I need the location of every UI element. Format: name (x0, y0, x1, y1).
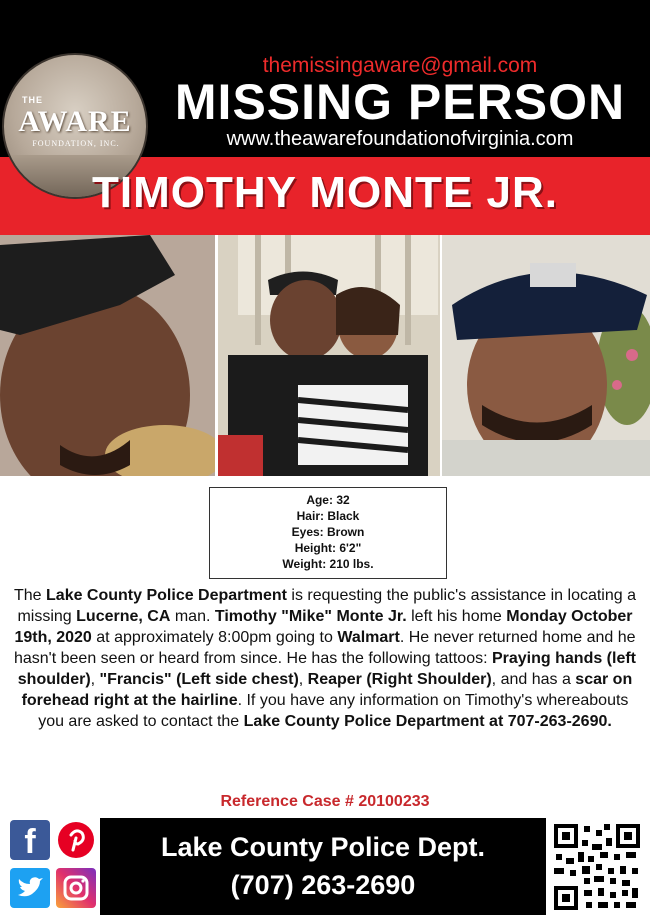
desc-bold: Monday October 19th, 2020 (14, 608, 633, 646)
page-title: MISSING PERSON (174, 74, 626, 130)
desc-bold: "Francis" (Left side chest) (99, 671, 299, 688)
desc-bold: Timothy "Mike" Monte Jr. (214, 608, 407, 625)
desc-text: left his home (406, 608, 507, 625)
desc-text: . If you have any information on Timothy's whereabouts you are asked to contact the (38, 692, 629, 730)
desc-text: . He never returned home and he hasn't been seen or heard from since. He has the following tattoos: (13, 629, 636, 667)
instagram-icon[interactable] (56, 868, 96, 908)
photo-portrait-left (0, 235, 215, 476)
stat-age: Age: 32 (306, 493, 350, 507)
physical-description-box (209, 487, 447, 579)
desc-bold: Lake County Police Department (46, 587, 287, 604)
social-links (10, 818, 98, 910)
facebook-icon[interactable] (10, 820, 50, 860)
website-url: www.theawarefoundationofvirginia.com (226, 128, 574, 150)
desc-text: , (298, 671, 308, 688)
desc-bold: Lake County Police Department at 707-263-2690. (243, 713, 612, 730)
desc-text: at approximately 8:00pm going to (91, 629, 338, 646)
photo-portrait-right (442, 235, 650, 476)
stat-weight: Weight: 210 lbs. (282, 557, 374, 571)
case-description (12, 585, 638, 732)
twitter-icon[interactable] (10, 868, 50, 908)
qr-code[interactable] (552, 822, 642, 912)
contact-box (100, 818, 546, 915)
desc-bold: scar on forehead right at the hairline (21, 671, 633, 709)
pinterest-icon[interactable] (56, 820, 96, 860)
desc-bold: Praying hands (left shoulder) (17, 650, 637, 688)
desc-bold: Walmart (337, 629, 400, 646)
desc-text: is requesting the public's assistance in locating a missing (17, 587, 636, 625)
desc-text: man. (170, 608, 215, 625)
desc-text: , (90, 671, 100, 688)
photo-strip (0, 235, 650, 476)
logo-foundation-text: FOUNDATION, INC. (32, 139, 120, 148)
desc-bold: Reaper (Right Shoulder) (307, 671, 492, 688)
department-phone[interactable]: (707) 263-2690 (230, 870, 416, 900)
desc-text: , and has a (491, 671, 576, 688)
department-name: Lake County Police Dept. (160, 832, 486, 862)
facebook-glyph: f (24, 823, 36, 861)
logo-the-text: THE (22, 95, 43, 105)
missing-person-name: TIMOTHY MONTE JR. (92, 168, 558, 217)
footer (0, 818, 650, 915)
desc-text: The (14, 587, 47, 604)
contact-email: themissingaware@gmail.com (262, 54, 538, 77)
stat-eyes: Eyes: Brown (291, 525, 365, 539)
logo-aware-text: AWARE (18, 105, 132, 138)
photo-with-child (218, 235, 440, 476)
reference-case-number: Reference Case # 20100233 (220, 793, 430, 810)
stat-height: Height: 6'2" (294, 541, 362, 555)
stat-hair: Hair: Black (296, 509, 360, 523)
desc-bold: Lucerne, CA (76, 608, 171, 625)
